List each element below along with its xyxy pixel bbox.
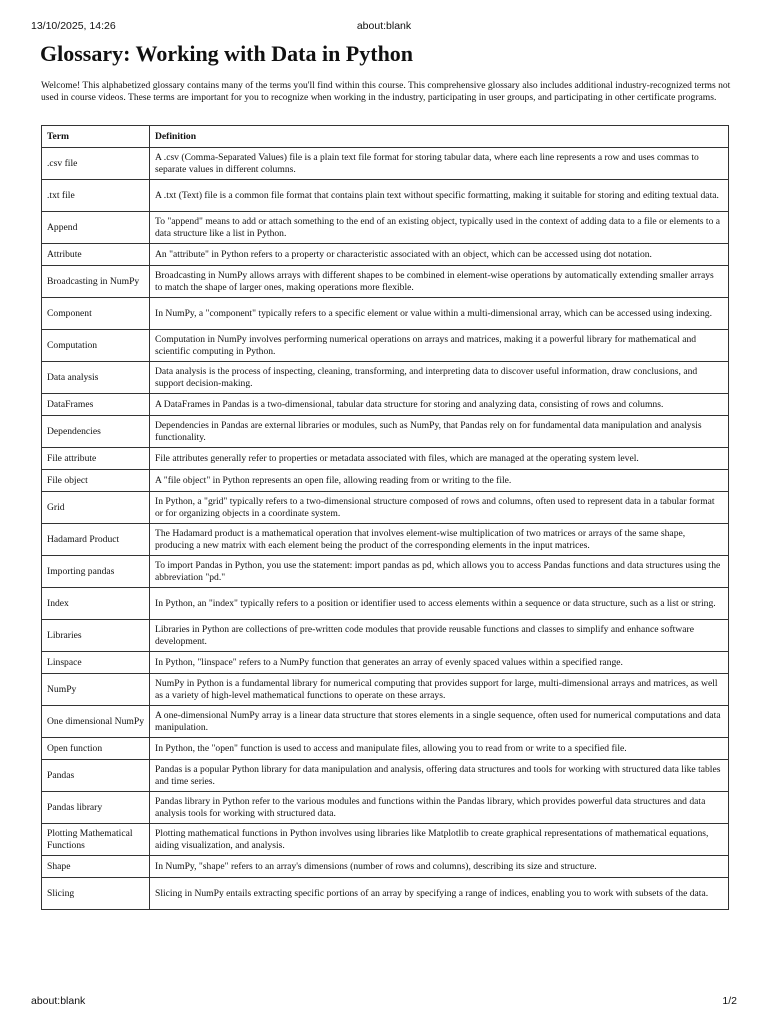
- term-cell: Importing pandas: [42, 556, 150, 588]
- definition-cell: Slicing in NumPy entails extracting specific portions of an array by specifying a range of indices, enabling you to work with subsets of the data.: [150, 878, 729, 910]
- table-row: [42, 266, 729, 298]
- term-cell: Data analysis: [42, 362, 150, 394]
- definition-column-header: Definition: [150, 126, 729, 148]
- table-row: [42, 524, 729, 556]
- table-row: [42, 244, 729, 266]
- table-row: [42, 330, 729, 362]
- term-cell: Append: [42, 212, 150, 244]
- definition-cell: A one-dimensional NumPy array is a linear data structure that stores elements in a single sequence, often used for numerical computations and data manipulation.: [150, 706, 729, 738]
- table-row: [42, 492, 729, 524]
- table-row: [42, 588, 729, 620]
- term-cell: Linspace: [42, 652, 150, 674]
- definition-cell: A .txt (Text) file is a common file format that contains plain text without specific formatting, making it suitable for storing and editing textual data.: [150, 180, 729, 212]
- table-row: [42, 212, 729, 244]
- definition-cell: A .csv (Comma-Separated Values) file is a plain text file format for storing tabular data, where each line represents a row and uses commas to separate values in different columns.: [150, 148, 729, 180]
- table-row: [42, 148, 729, 180]
- term-cell: Attribute: [42, 244, 150, 266]
- table-row: [42, 298, 729, 330]
- footer-url: about:blank: [31, 995, 86, 1007]
- definition-cell: Computation in NumPy involves performing numerical operations on arrays and matrices, making it a powerful library for mathematical and scientific computing in Python.: [150, 330, 729, 362]
- table-row: [42, 674, 729, 706]
- definition-cell: In Python, an "index" typically refers to a position or identifier used to access elements within a sequence or data structure, such as a list or string.: [150, 588, 729, 620]
- table-row: [42, 180, 729, 212]
- term-cell: Pandas library: [42, 792, 150, 824]
- term-cell: .txt file: [42, 180, 150, 212]
- intro-paragraph: Welcome! This alphabetized glossary contains many of the terms you'll find within this course. This comprehensive glossary also includes additional industry-recognized terms not used in course videos. These terms are important for you to recognize when working in the industry, participating in user groups, and participating in other certificate programs.: [41, 80, 731, 103]
- table-header-row: [42, 126, 729, 148]
- term-cell: NumPy: [42, 674, 150, 706]
- print-header: [0, 0, 768, 40]
- page-title: Glossary: Working with Data in Python: [40, 41, 414, 66]
- term-cell: Plotting Mathematical Functions: [42, 824, 150, 856]
- term-cell: File object: [42, 470, 150, 492]
- definition-cell: Libraries in Python are collections of pre-written code modules that provide reusable functions and classes to simplify and enhance software development.: [150, 620, 729, 652]
- table-row: [42, 856, 729, 878]
- term-cell: DataFrames: [42, 394, 150, 416]
- term-cell: Slicing: [42, 878, 150, 910]
- table-row: [42, 362, 729, 394]
- table-row: [42, 760, 729, 792]
- term-cell: Open function: [42, 738, 150, 760]
- definition-cell: In Python, a "grid" typically refers to a two-dimensional structure composed of rows and columns, often used to represent data in a tabular format or for organizing objects in a coordinate system.: [150, 492, 729, 524]
- definition-cell: Plotting mathematical functions in Python involves using libraries like Matplotlib to create graphical representations of mathematical equations, aiding visualization, and analysis.: [150, 824, 729, 856]
- table-row: [42, 416, 729, 448]
- table-row: [42, 620, 729, 652]
- term-cell: Shape: [42, 856, 150, 878]
- term-cell: Index: [42, 588, 150, 620]
- definition-cell: A DataFrames in Pandas is a two-dimensional, tabular data structure for storing and analyzing data, consisting of rows and columns.: [150, 394, 729, 416]
- definition-cell: In Python, the "open" function is used to access and manipulate files, allowing you to read from or write to a specified file.: [150, 738, 729, 760]
- table-row: [42, 556, 729, 588]
- table-row: [42, 394, 729, 416]
- term-cell: Libraries: [42, 620, 150, 652]
- table-row: [42, 878, 729, 910]
- table-row: [42, 706, 729, 738]
- definition-cell: Broadcasting in NumPy allows arrays with different shapes to be combined in element-wise operations by automatically extending smaller arrays to match the shape of larger ones, making operations more flexible.: [150, 266, 729, 298]
- page-number: 1/2: [722, 995, 737, 1007]
- print-url: about:blank: [356, 20, 412, 32]
- table-row: [42, 652, 729, 674]
- definition-cell: Pandas library in Python refer to the various modules and functions within the Pandas library, which provides powerful data structures and data analysis tools for working with structured data.: [150, 792, 729, 824]
- term-cell: Pandas: [42, 760, 150, 792]
- definition-cell: NumPy in Python is a fundamental library for numerical computing that provides support for large, multi-dimensional arrays and matrices, as well as a variety of high-level mathematical functions to operate on these arrays.: [150, 674, 729, 706]
- term-cell: .csv file: [42, 148, 150, 180]
- table-row: [42, 792, 729, 824]
- table-row: [42, 824, 729, 856]
- term-cell: Dependencies: [42, 416, 150, 448]
- definition-cell: Dependencies in Pandas are external libraries or modules, such as NumPy, that Pandas rely on for fundamental data manipulation and analysis functionality.: [150, 416, 729, 448]
- table-row: [42, 470, 729, 492]
- definition-cell: Pandas is a popular Python library for data manipulation and analysis, offering data structures and tools for working with structured data like tables and time series.: [150, 760, 729, 792]
- definition-cell: An "attribute" in Python refers to a property or characteristic associated with an object, which can be accessed using dot notation.: [150, 244, 729, 266]
- definition-cell: The Hadamard product is a mathematical operation that involves element-wise multiplication of two matrices or arrays of the same shape, producing a new matrix with each element being the product of the corresponding elements in the input matrices.: [150, 524, 729, 556]
- term-column-header: Term: [42, 126, 150, 148]
- definition-cell: To import Pandas in Python, you use the statement: import pandas as pd, which allows you to access Pandas functions and data structures using the abbreviation "pd.": [150, 556, 729, 588]
- definition-cell: In NumPy, a "component" typically refers to a specific element or value within a multi-dimensional array, which can be accessed using indexing.: [150, 298, 729, 330]
- definition-cell: In Python, "linspace" refers to a NumPy function that generates an array of evenly spaced values within a specified range.: [150, 652, 729, 674]
- definition-cell: In NumPy, "shape" refers to an array's dimensions (number of rows and columns), describing its size and structure.: [150, 856, 729, 878]
- definition-cell: Data analysis is the process of inspecting, cleaning, transforming, and interpreting data to discover useful information, draw conclusions, and support decision-making.: [150, 362, 729, 394]
- glossary-table: [41, 125, 729, 910]
- term-cell: Grid: [42, 492, 150, 524]
- term-cell: One dimensional NumPy: [42, 706, 150, 738]
- term-cell: Broadcasting in NumPy: [42, 266, 150, 298]
- definition-cell: To "append" means to add or attach something to the end of an existing object, typically used in the context of adding data to a file or elements to a data structure like a list in Python.: [150, 212, 729, 244]
- term-cell: Hadamard Product: [42, 524, 150, 556]
- print-footer: [0, 992, 768, 1012]
- print-date: 13/10/2025, 14:26: [31, 20, 116, 32]
- definition-cell: A "file object" in Python represents an open file, allowing reading from or writing to the file.: [150, 470, 729, 492]
- term-cell: File attribute: [42, 448, 150, 470]
- table-row: [42, 448, 729, 470]
- term-cell: Computation: [42, 330, 150, 362]
- term-cell: Component: [42, 298, 150, 330]
- definition-cell: File attributes generally refer to properties or metadata associated with files, which are managed at the operating system level.: [150, 448, 729, 470]
- table-row: [42, 738, 729, 760]
